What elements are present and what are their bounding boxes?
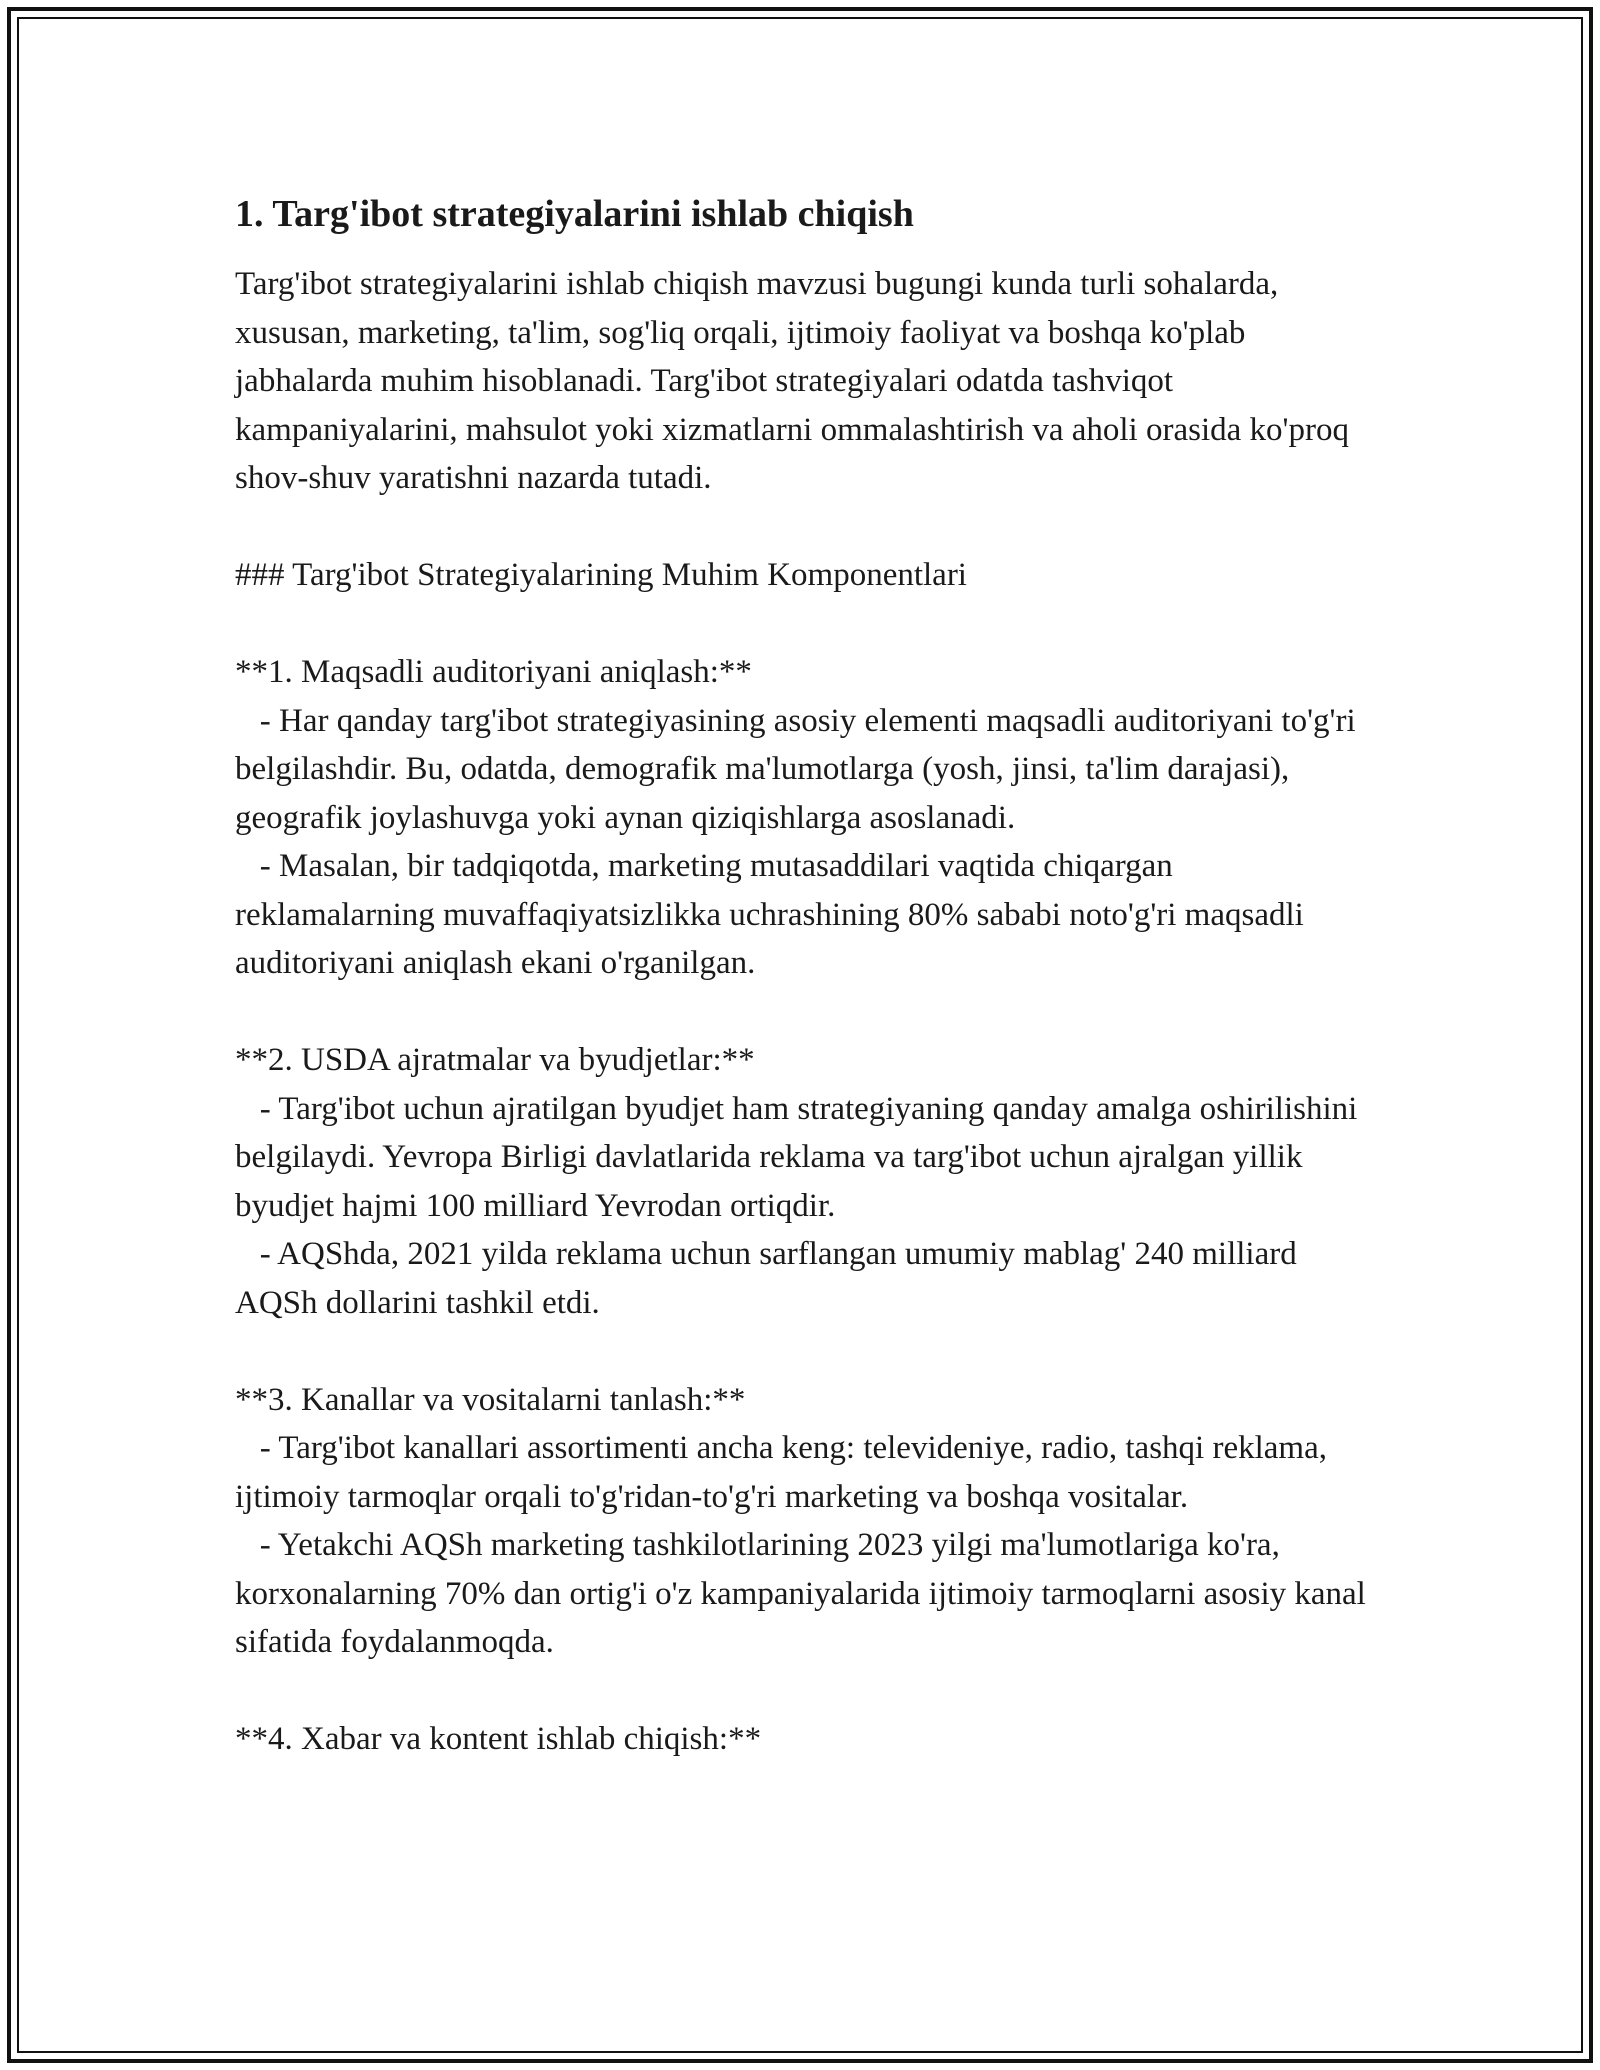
section-heading: **3. Kanallar va vositalarni tanlash:**	[235, 1381, 746, 1418]
section-bullet: - Har qanday targ'ibot strategiyasining asosiy elementi maqsadli auditoriyani to'g'ri belgilashdir. Bu, odatda, demografik ma'lumotlarga (yosh, jinsi, ta'lim darajasi), geografik joylashuvga yoki aynan qiziqishlarga asoslanadi.	[235, 702, 1364, 836]
section-4	[235, 1715, 1375, 1764]
section-bullet: - Targ'ibot uchun ajratilgan byudjet ham strategiyaning qanday amalga oshirilishini belgilaydi. Yevropa Birligi davlatlarida reklama va targ'ibot uchun ajralgan yillik byudjet hajmi 100 milliard Yevrodan ortiqdir.	[235, 1090, 1366, 1224]
section-bullet: - Yetakchi AQSh marketing tashkilotlarining 2023 yilgi ma'lumotlariga ko'ra, korxonalarning 70% dan ortig'i o'z kampaniyalarida ijtimoiy tarmoqlarni asosiy kanal sifatida foydalanmoqda.	[235, 1527, 1375, 1660]
document-title: 1. Targ'ibot strategiyalarini ishlab chiqish	[235, 193, 914, 235]
section-1	[235, 648, 1375, 988]
section-bullet: - AQShda, 2021 yilda reklama uchun sarflangan umumiy mablag' 240 milliard AQSh dollarini tashkil etdi.	[235, 1236, 1304, 1321]
section-heading: **2. USDA ajratmalar va byudjetlar:**	[235, 1042, 755, 1078]
section-bullet: - Targ'ibot kanallari assortimenti ancha keng: televideniye, radio, tashqi reklama, ijtimoiy tarmoqlar orqali to'g'ridan-to'g'ri marketing va boshqa vositalar.	[235, 1430, 1336, 1515]
subheading: ### Targ'ibot Strategiyalarining Muhim Komponentlari	[235, 557, 967, 593]
document-body	[235, 186, 1375, 1764]
section-bullet: - Masalan, bir tadqiqotda, marketing mutasaddilari vaqtida chiqargan reklamalarning muvaffaqiyatsizlikka uchrashining 80% sababi noto'g'ri maqsadli auditoriyani aniqlash ekani o'rganilgan.	[235, 848, 1313, 981]
section-2	[235, 1036, 1375, 1327]
spacer	[235, 503, 1375, 552]
spacer	[235, 1667, 1375, 1716]
section-3	[235, 1376, 1375, 1667]
spacer	[235, 988, 1375, 1037]
intro-paragraph: Targ'ibot strategiyalarini ishlab chiqish mavzusi bugungi kunda turli sohalarda, xususan, marketing, ta'lim, sog'liq orqali, ijtimoiy faoliyat va boshqa ko'plab jabhalarda muhim hisoblanadi. Targ'ibot strategiyalari odatda tashviqot kampaniyalarini, mahsulot yoki xizmatlarni ommalashtirish va aholi orasida ko'proq shov-shuv yaratishni nazarda tutadi.	[235, 266, 1349, 496]
section-heading: **1. Maqsadli auditoriyani aniqlash:**	[235, 654, 752, 690]
spacer	[235, 1327, 1375, 1376]
spacer	[235, 600, 1375, 649]
section-heading: **4. Xabar va kontent ishlab chiqish:**	[235, 1721, 762, 1757]
